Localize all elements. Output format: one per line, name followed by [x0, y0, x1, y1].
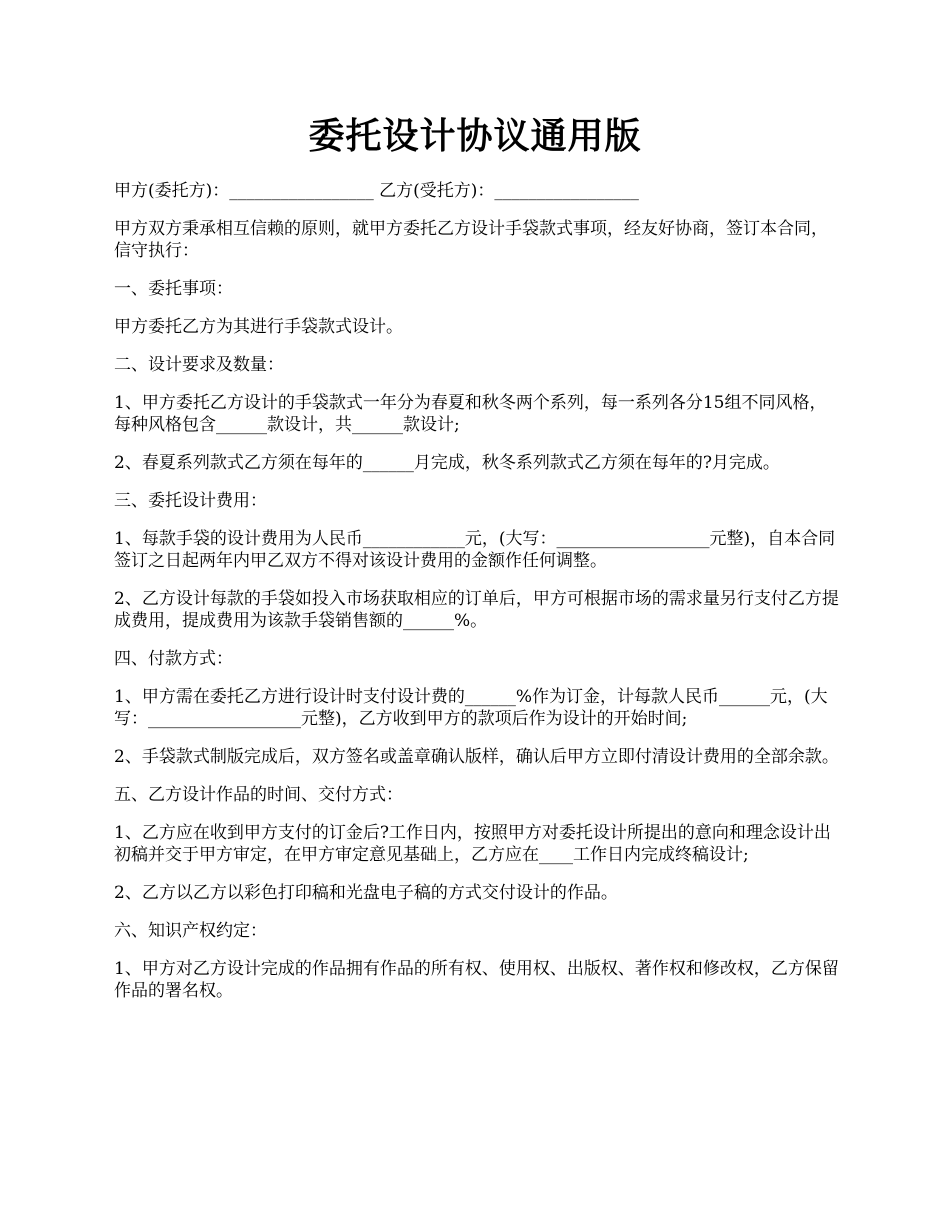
- section-heading-4: 四、付款方式：: [114, 649, 233, 669]
- section-1-paragraph: 甲方委托乙方为其进行手袋款式设计。: [114, 317, 403, 337]
- section-2-clause-1: 1、甲方委托乙方设计的手袋款式一年分为春夏和秋冬两个系列，每一系列各分15组不同风格，每种风格包含______款设计，共______款设计;: [114, 393, 827, 435]
- preamble-paragraph: 甲方双方秉承相互信赖的原则，就甲方委托乙方设计手袋款式事项，经友好协商，签订本合同，信守执行：: [114, 219, 828, 261]
- parties-line: 甲方(委托方)：_________________ 乙方(受托方)：_________________: [114, 181, 639, 201]
- document-body: [114, 180, 842, 1018]
- section-6-clause-1: 1、甲方对乙方设计完成的作品拥有作品的所有权、使用权、出版权、著作权和修改权，乙方保留作品的署名权。: [114, 959, 839, 1001]
- section-5-clause-1: 1、乙方应在收到甲方支付的订金后?工作日内，按照甲方对委托设计所提出的意向和理念设计出初稿并交于甲方审定，在甲方审定意见基础上，乙方应在____工作日内完成终稿设计;: [114, 823, 831, 865]
- section-5-clause-2: 2、乙方以乙方以彩色打印稿和光盘电子稿的方式交付设计的作品。: [114, 883, 618, 903]
- document-title: 委托设计协议通用版: [308, 115, 642, 157]
- section-heading-6: 六、知识产权约定：: [114, 921, 267, 941]
- section-4-clause-2: 2、手袋款式制版完成后，双方签名或盖章确认版样，确认后甲方立即付清设计费用的全部余款。: [114, 747, 839, 767]
- section-heading-3: 三、委托设计费用：: [114, 491, 267, 511]
- section-2-clause-2: 2、春夏系列款式乙方须在每年的______月完成，秋冬系列款式乙方须在每年的?月完成。: [114, 453, 780, 473]
- section-3-clause-1: 1、每款手袋的设计费用为人民币____________元，(大写：__________________元整)，自本合同签订之日起两年内甲乙双方不得对该设计费用的金额作任何调整。: [114, 529, 836, 571]
- section-heading-1: 一、委托事项：: [114, 279, 233, 299]
- section-heading-2: 二、设计要求及数量：: [114, 355, 284, 375]
- section-4-clause-1: 1、甲方需在委托乙方进行设计时支付设计费的______%作为订金，计每款人民币______元，(大写：__________________元整)，乙方收到甲方的款项后作为设计的开始时间;: [114, 687, 828, 729]
- section-3-clause-2: 2、乙方设计每款的手袋如投入市场获取相应的订单后，甲方可根据市场的需求量另行支付乙方提成费用，提成费用为该款手袋销售额的______%。: [114, 589, 839, 631]
- section-heading-5: 五、乙方设计作品的时间、交付方式：: [114, 785, 403, 805]
